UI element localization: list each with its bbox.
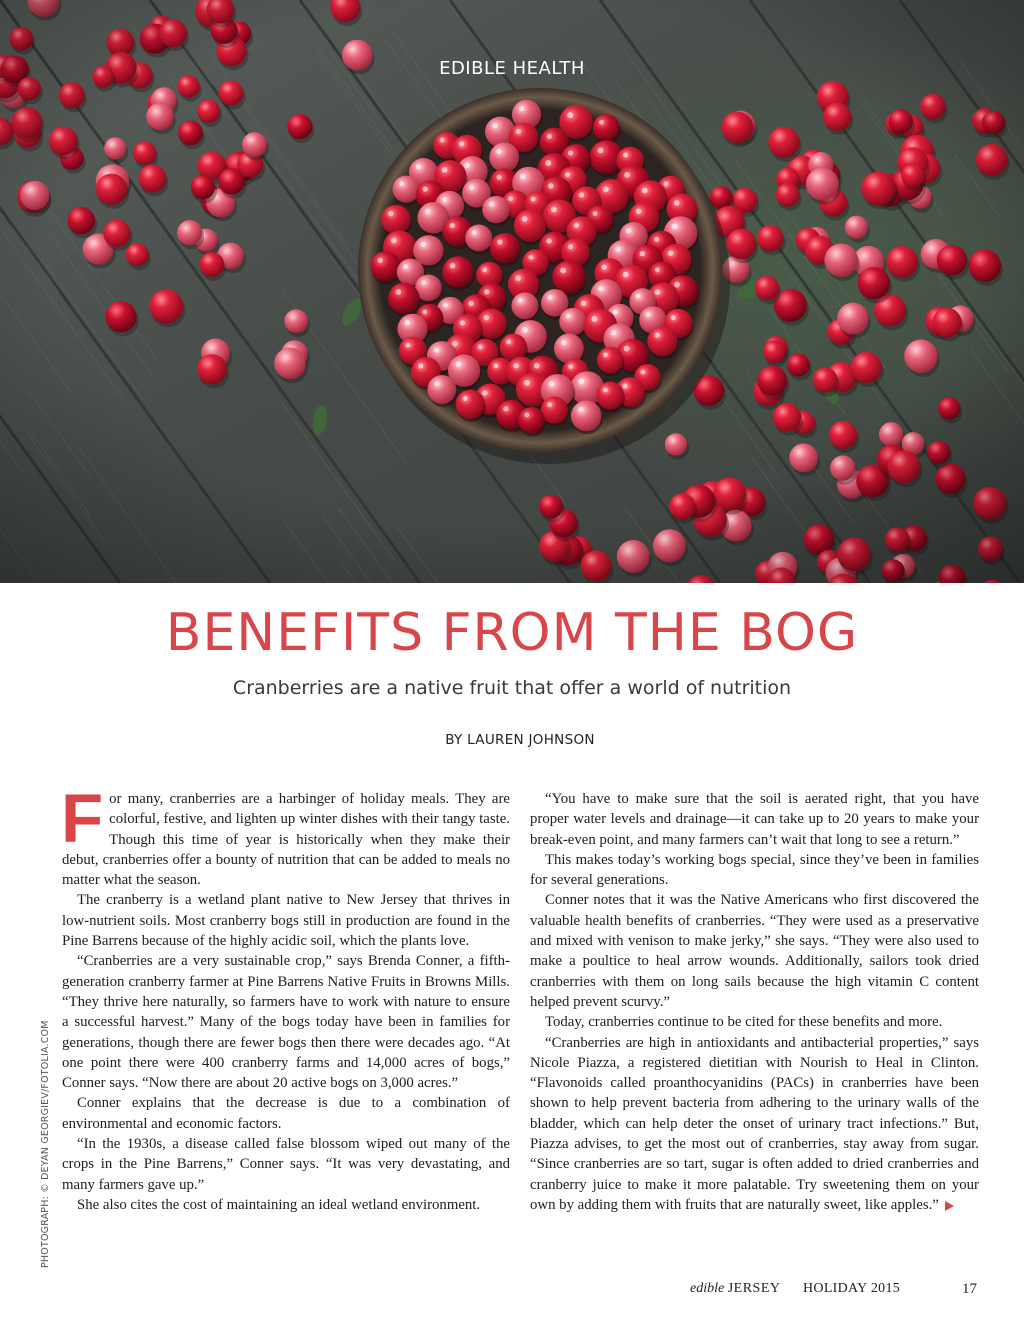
page-number: 17 [962, 1281, 977, 1297]
article-paragraph: The cranberry is a wetland plant native to New Jersey that thrives in low-nutrient soils. Most cranberry bogs still in production are found in the Pine Barrens because of the highly acidic soil, which the plants love. [62, 892, 510, 950]
article-headline: BENEFITS FROM THE BOG [165, 603, 859, 663]
article-paragraph: Conner notes that it was the Native Americans who first discovered the valuable health benefits of cranberries. “They were used as a preservative and mixed with venison to make jerky,” she says. “They were also used to make a poultice to heal arrow wounds. Additionally, sailors took dried cranberries with them on long sails because the high vitamin C content helped prevent scurvy.” [530, 892, 979, 1010]
continued-arrow-icon [945, 1201, 954, 1211]
hero-photo [0, 0, 1024, 583]
article-column-right [530, 789, 979, 1215]
section-label: EDIBLE HEALTH [439, 58, 585, 79]
issue-label: HOLIDAY 2015 [803, 1281, 901, 1296]
magazine-brand-edible: edible [690, 1281, 725, 1296]
article-paragraph: “Cranberries are high in antioxidants and antibacterial properties,” says Nicole Piazza, a registered dietitian with Nourish to Heal in Clinton. “Flavonoids called proanthocyanidins (PACs) in cranberries have been shown to help prevent bacteria from adhering to the urinary walls of the bladder, which can help deter the onset of urinary tract infections.” But, Piazza advises, to get the most out of cranberries, stay away from sugar. “Since cranberries are so tart, sugar is often added to dried cranberries and cranberry juice to make it more palatable. Try sweetening them on your own by adding them with fruits that are naturally sweet, like apples.” [530, 1034, 979, 1213]
drop-cap: F [61, 780, 104, 857]
page-footer [690, 1281, 977, 1297]
article-column-left [61, 780, 510, 1215]
article-subhead: Cranberries are a native fruit that offer a world of nutrition [232, 677, 792, 699]
article-paragraph: “In the 1930s, a disease called false blossom wiped out many of the crops in the Pine Barrens,” Conner says. “It was very devastating, and many farmers gave up.” [62, 1136, 510, 1193]
article-paragraph: “Cranberries are a very sustainable crop,” says Brenda Conner, a fifth-generation cranberry farmer at Pine Barrens Native Fruits in Browns Mills. “They thrive here naturally, so farmers have to work with nature to ensure a successful harvest.” Many of the bogs today have been in families for generations, though there are fewer bogs then there were decades ago. “At one point there were 400 cranberry farms and 14,000 acres of bogs,” Conner says. “Now there are about 20 active bogs on 3,000 acres.” [62, 953, 510, 1092]
article-paragraph: For many, cranberries are a harbinger of holiday meals. They are colorful, festive, and lighten up winter dishes with their tangy taste. Though this time of year is historically when they make their debut, cranberries offer a bounty of nutrition that can be added to meals no matter what the season. [61, 780, 510, 889]
article-paragraph: Conner explains that the decrease is due to a combination of environmental and economic factors. [62, 1095, 510, 1132]
magazine-brand-region: JERSEY [727, 1281, 781, 1296]
article-paragraph: “You have to make sure that the soil is aerated right, that you have proper water levels and drainage—it can take up to 20 years to make your break-even point, and many farmers can’t wait that long to see a return.” [530, 791, 979, 848]
article-paragraph: She also cites the cost of maintaining an ideal wetland environment. [77, 1196, 481, 1213]
article-paragraph: Today, cranberries continue to be cited for these benefits and more. [545, 1014, 943, 1031]
article-paragraph: This makes today’s working bogs special, since they’ve been in families for several generations. [530, 851, 979, 889]
photo-credit: PHOTOGRAPH: © DEYAN GEORGIEV/FOTOLIA.COM [40, 1020, 51, 1268]
cranberry-bowl-image [0, 0, 1024, 583]
byline: BY LAUREN JOHNSON [445, 732, 595, 748]
